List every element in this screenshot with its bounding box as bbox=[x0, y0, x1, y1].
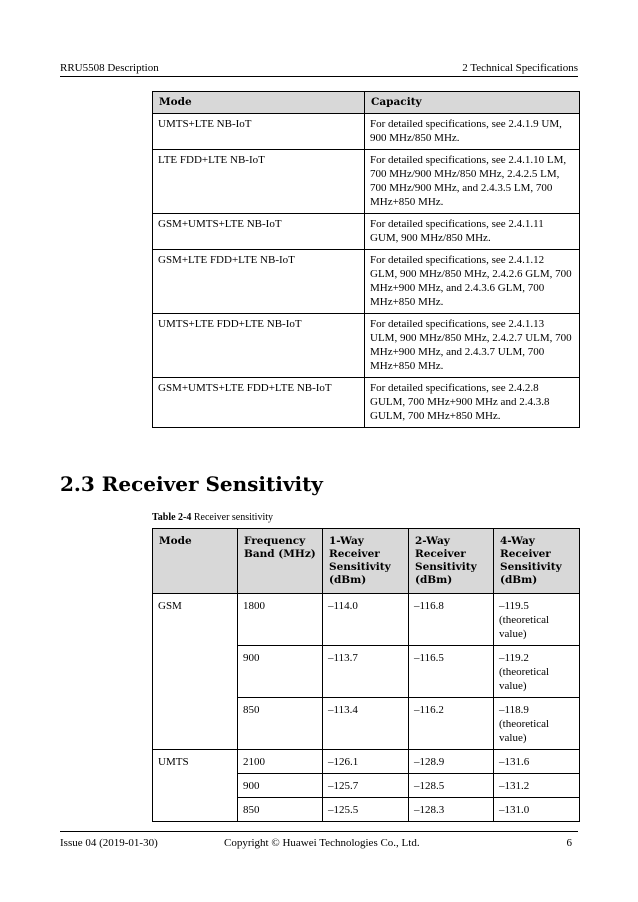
capacity-table bbox=[152, 91, 580, 428]
one-way-cell: –125.7 bbox=[323, 774, 409, 798]
table-row bbox=[153, 150, 580, 214]
mode-cell: UMTS+LTE NB-IoT bbox=[153, 114, 365, 150]
one-way-cell: –113.7 bbox=[323, 646, 409, 698]
section-title: 2.3 Receiver Sensitivity bbox=[60, 472, 323, 496]
table-header-row bbox=[153, 92, 580, 114]
header-chapter-title: 2 Technical Specifications bbox=[462, 62, 578, 74]
column-header-mode: Mode bbox=[153, 92, 365, 114]
frequency-band-cell: 850 bbox=[238, 798, 323, 822]
frequency-band-cell: 1800 bbox=[238, 594, 323, 646]
column-header-mode: Mode bbox=[153, 529, 238, 594]
frequency-band-cell: 850 bbox=[238, 698, 323, 750]
table-caption-label: Table 2-4 bbox=[152, 512, 192, 523]
table-row bbox=[153, 750, 580, 774]
receiver-sensitivity-table bbox=[152, 528, 580, 822]
four-way-cell: –119.2 (theoretical value) bbox=[494, 646, 580, 698]
page-footer bbox=[60, 831, 578, 852]
header-doc-title: RRU5508 Description bbox=[60, 62, 159, 74]
table-row bbox=[153, 214, 580, 250]
capacity-cell: For detailed specifications, see 2.4.1.11 GUM, 900 MHz/850 MHz. bbox=[365, 214, 580, 250]
two-way-cell: –116.5 bbox=[409, 646, 494, 698]
mode-cell: UMTS+LTE FDD+LTE NB-IoT bbox=[153, 314, 365, 378]
two-way-cell: –128.9 bbox=[409, 750, 494, 774]
one-way-cell: –113.4 bbox=[323, 698, 409, 750]
mode-cell: LTE FDD+LTE NB-IoT bbox=[153, 150, 365, 214]
capacity-cell: For detailed specifications, see 2.4.1.9 UM, 900 MHz/850 MHz. bbox=[365, 114, 580, 150]
two-way-cell: –116.8 bbox=[409, 594, 494, 646]
mode-cell: GSM+UMTS+LTE FDD+LTE NB-IoT bbox=[153, 378, 365, 428]
two-way-cell: –128.3 bbox=[409, 798, 494, 822]
capacity-cell: For detailed specifications, see 2.4.1.10 LM, 700 MHz/900 MHz/850 MHz, 2.4.2.5 LM, 700 MHz/900 MHz, and 2.4.3.5 LM, 700 MHz+850 MHz. bbox=[365, 150, 580, 214]
column-header-capacity: Capacity bbox=[365, 92, 580, 114]
four-way-cell: –131.0 bbox=[494, 798, 580, 822]
page-header bbox=[60, 62, 578, 77]
four-way-cell: –119.5 (theoretical value) bbox=[494, 594, 580, 646]
frequency-band-cell: 900 bbox=[238, 774, 323, 798]
table-row bbox=[153, 594, 580, 646]
mode-cell: UMTS bbox=[153, 750, 238, 822]
capacity-cell: For detailed specifications, see 2.4.1.13 ULM, 900 MHz/850 MHz, 2.4.2.7 ULM, 700 MHz+900 MHz, and 2.4.3.7 ULM, 700 MHz+850 MHz. bbox=[365, 314, 580, 378]
one-way-cell: –126.1 bbox=[323, 750, 409, 774]
mode-cell: GSM+UMTS+LTE NB-IoT bbox=[153, 214, 365, 250]
column-header-2-way: 2-Way Receiver Sensitivity (dBm) bbox=[409, 529, 494, 594]
two-way-cell: –116.2 bbox=[409, 698, 494, 750]
table-row bbox=[153, 114, 580, 150]
one-way-cell: –114.0 bbox=[323, 594, 409, 646]
column-header-1-way: 1-Way Receiver Sensitivity (dBm) bbox=[323, 529, 409, 594]
four-way-cell: –131.6 bbox=[494, 750, 580, 774]
column-header-4-way: 4-Way Receiver Sensitivity (dBm) bbox=[494, 529, 580, 594]
table-caption bbox=[152, 512, 273, 523]
capacity-cell: For detailed specifications, see 2.4.2.8 GULM, 700 MHz+900 MHz and 2.4.3.8 GULM, 700 MHz+850 MHz. bbox=[365, 378, 580, 428]
column-header-frequency-band: Frequency Band (MHz) bbox=[238, 529, 323, 594]
table-row bbox=[153, 250, 580, 314]
table-header-row bbox=[153, 529, 580, 594]
four-way-cell: –118.9 (theoretical value) bbox=[494, 698, 580, 750]
page-number: 6 bbox=[566, 837, 572, 849]
mode-cell: GSM+LTE FDD+LTE NB-IoT bbox=[153, 250, 365, 314]
table-row bbox=[153, 314, 580, 378]
four-way-cell: –131.2 bbox=[494, 774, 580, 798]
capacity-cell: For detailed specifications, see 2.4.1.12 GLM, 900 MHz/850 MHz, 2.4.2.6 GLM, 700 MHz+900 MHz, and 2.4.3.6 GLM, 700 MHz+850 MHz. bbox=[365, 250, 580, 314]
footer-issue: Issue 04 (2019-01-30) bbox=[60, 837, 158, 849]
frequency-band-cell: 2100 bbox=[238, 750, 323, 774]
table-caption-text: Receiver sensitivity bbox=[191, 512, 274, 523]
footer-copyright: Copyright © Huawei Technologies Co., Ltd. bbox=[224, 837, 420, 849]
one-way-cell: –125.5 bbox=[323, 798, 409, 822]
mode-cell: GSM bbox=[153, 594, 238, 750]
two-way-cell: –128.5 bbox=[409, 774, 494, 798]
table-row bbox=[153, 378, 580, 428]
frequency-band-cell: 900 bbox=[238, 646, 323, 698]
